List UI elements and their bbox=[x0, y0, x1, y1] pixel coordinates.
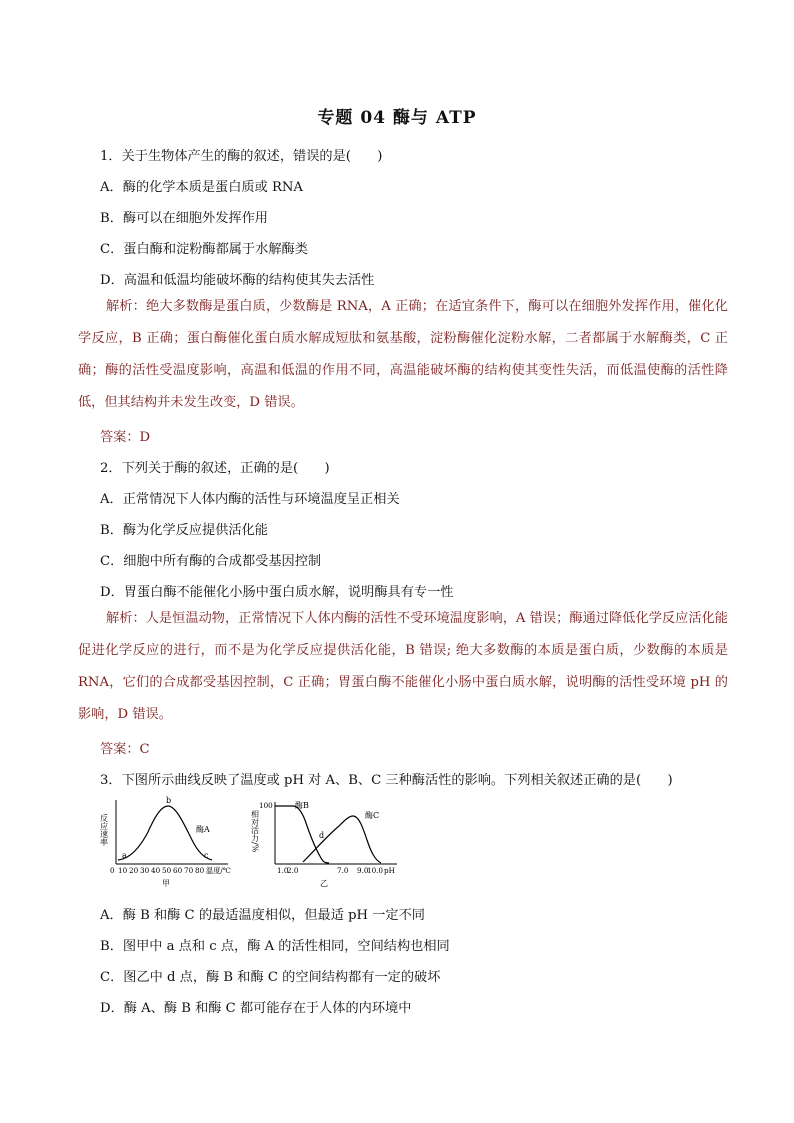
q3-option-c: C．图乙中 d 点，酶 B 和酶 C 的空间结构都有一定的破坏 bbox=[100, 970, 441, 985]
yi-ylabel: 相对活力/% bbox=[250, 810, 260, 853]
figure-yi bbox=[245, 796, 405, 892]
q2-option-c: C．细胞中所有酶的合成都受基因控制 bbox=[100, 554, 322, 569]
jia-tick-40: 40 bbox=[151, 866, 161, 875]
q3-option-a: A．酶 B 和酶 C 的最适温度相似，但最适 pH 一定不同 bbox=[100, 908, 425, 923]
jia-caption: 甲 bbox=[162, 879, 170, 888]
q3-option-d: D．酶 A、酶 B 和酶 C 都可能存在于人体的内环境中 bbox=[100, 1001, 412, 1016]
jia-tick-80: 80 bbox=[195, 866, 205, 875]
q2-option-a: A．正常情况下人体内酶的活性与环境温度呈正相关 bbox=[100, 492, 400, 507]
jia-label-b: b bbox=[166, 796, 172, 805]
q2-answer: 答案：C bbox=[100, 742, 150, 757]
jia-label-enzyme: 酶A bbox=[196, 825, 210, 834]
q1-option-b: B．酶可以在细胞外发挥作用 bbox=[100, 211, 268, 226]
q2-analysis: 解析：人是恒温动物，正常情况下人体内酶的活性不受环境温度影响，A 错误；酶通过降低化学反应活化能促进化学反应的进行，而不是为化学反应提供活化能，B 错误; 绝大多数酶的本质是蛋白质，少数酶的本质是 RNA，它们的合成都受基因控制，C 正确；胃蛋白酶不能催化小肠中蛋白质水解，说明酶的活性受环境 pH 的影响，D 错误。 bbox=[78, 611, 728, 722]
q2-option-d: D．胃蛋白酶不能催化小肠中蛋白质水解，说明酶具有专一性 bbox=[100, 585, 454, 600]
yi-tick-2: 2.0 bbox=[287, 866, 299, 875]
yi-label-b: 酶B bbox=[295, 801, 309, 810]
jia-tick-10: 10 bbox=[118, 866, 128, 875]
q2-option-b: B．酶为化学反应提供活化能 bbox=[100, 523, 268, 538]
q1-answer: 答案：D bbox=[100, 430, 151, 445]
yi-tick-7: 7.0 bbox=[337, 866, 349, 875]
jia-label-a: a bbox=[122, 851, 127, 860]
jia-tick-0: 0 bbox=[110, 866, 115, 875]
jia-tick-70: 70 bbox=[184, 866, 194, 875]
q3-stem: 3．下图所示曲线反映了温度或 pH 对 A、B、C 三种酶活性的影响。下列相关叙述正确的是( ) bbox=[100, 773, 673, 788]
q1-option-c: C．蛋白酶和淀粉酶都属于水解酶类 bbox=[100, 242, 308, 257]
yi-label-c: 酶C bbox=[365, 811, 380, 820]
yi-label-d: d bbox=[319, 831, 325, 840]
jia-tick-60: 60 bbox=[173, 866, 183, 875]
yi-caption: 乙 bbox=[320, 879, 328, 888]
yi-y-tick: 100 bbox=[259, 801, 273, 810]
jia-ylabel: 反应速率 bbox=[100, 814, 109, 846]
q1-option-a: A．酶的化学本质是蛋白质或 RNA bbox=[100, 180, 303, 195]
yi-tick-10: 10.0 bbox=[367, 866, 384, 875]
figure-jia bbox=[100, 796, 240, 892]
yi-xlabel: pH bbox=[384, 866, 395, 875]
jia-tick-50: 50 bbox=[162, 866, 172, 875]
yi-tick-9: 9.0 bbox=[357, 866, 369, 875]
jia-label-c: c bbox=[204, 851, 209, 860]
page-title: 专题 04 酶与 ATP bbox=[317, 108, 477, 128]
jia-xlabel: 温度/℃ bbox=[206, 866, 231, 875]
q3-option-b: B．图甲中 a 点和 c 点，酶 A 的活性相同，空间结构也相同 bbox=[100, 939, 450, 954]
q1-stem: 1．关于生物体产生的酶的叙述，错误的是( ) bbox=[100, 149, 383, 164]
q1-analysis: 解析：绝大多数酶是蛋白质，少数酶是 RNA，A 正确；在适宜条件下，酶可以在细胞外发挥作用，催化化学反应，B 正确；蛋白酶催化蛋白质水解成短肽和氨基酸，淀粉酶催化淀粉水解，二者都属于水解酶类，C 正确；酶的活性受温度影响，高温和低温的作用不同，高温能破坏酶的结构使其变性失活，而低温使酶的活性降低，但其结构并未发生改变，D 错误。 bbox=[78, 299, 728, 410]
jia-tick-30: 30 bbox=[140, 866, 150, 875]
jia-tick-20: 20 bbox=[129, 866, 139, 875]
yi-tick-1: 1.0 bbox=[277, 866, 289, 875]
q2-stem: 2．下列关于酶的叙述，正确的是( ) bbox=[100, 461, 330, 476]
q1-option-d: D．高温和低温均能破坏酶的结构使其失去活性 bbox=[100, 273, 375, 288]
